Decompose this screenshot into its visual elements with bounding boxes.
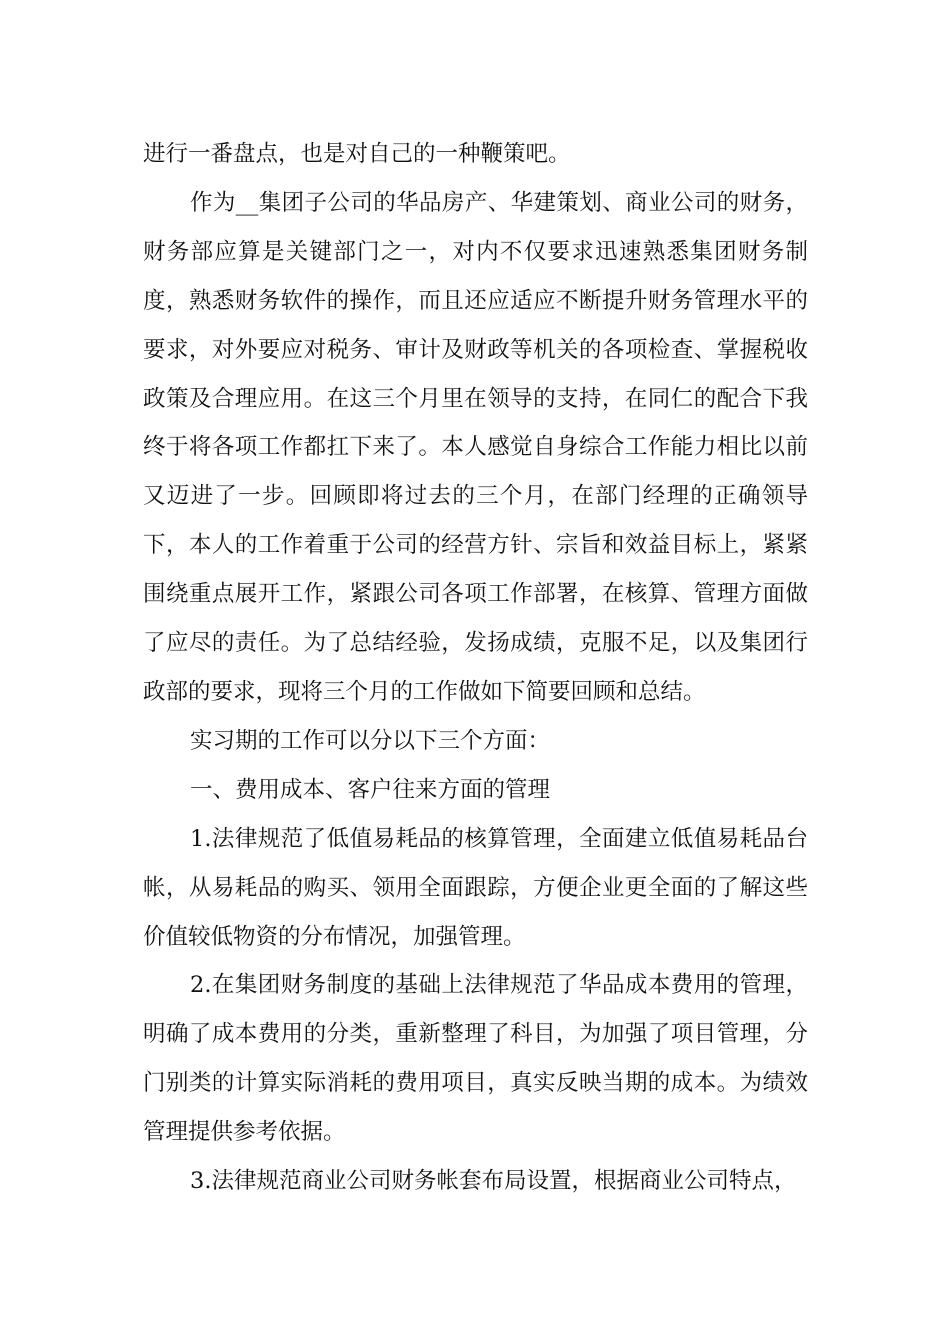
document-body <box>143 130 808 1206</box>
list-item-1: 1.法律规范了低值易耗品的核算管理，全面建立低值易耗品台帐，从易耗品的购买、领用全面跟踪，方便企业更全面的了解这些价值较低物资的分布情况，加强管理。 <box>143 825 808 950</box>
list-item-2: 2.在集团财务制度的基础上法律规范了华品成本费用的管理，明确了成本费用的分类，重新整理了科目，为加强了项目管理，分门别类的计算实际消耗的费用项目，真实反映当期的成本。为绩效管理提供参考依据。 <box>143 972 808 1146</box>
section-heading-cost-management: 一、费用成本、客户往来方面的管理 <box>190 776 551 803</box>
paragraph-role-overview: 作为__集团子公司的华品房产、华建策划、商业公司的财务，财务部应算是关键部门之一，对内不仅要求迅速熟悉集团财务制度，熟悉财务软件的操作，而且还应适应不断提升财务管理水平的要求，对外要应对税务、审计及财政等机关的各项检查、掌握税收政策及合理应用。在这三个月里在领导的支持，在同仁的配合下我终于将各项工作都扛下来了。本人感觉自身综合工作能力相比以前又迈进了一步。回顾即将过去的三个月，在部门经理的正确领导下，本人的工作着重于公司的经营方针、宗旨和效益目标上，紧紧围绕重点展开工作，紧跟公司各项工作部署，在核算、管理方面做了应尽的责任。为了总结经验，发扬成绩，克服不足，以及集团行政部的要求，现将三个月的工作做如下简要回顾和总结。 <box>143 189 808 705</box>
list-item-3: 3.法律规范商业公司财务帐套布局设置，根据商业公司特点， <box>190 1168 797 1195</box>
paragraph-work-aspects-intro: 实习期的工作可以分以下三个方面： <box>190 727 551 754</box>
paragraph-continuation: 进行一番盘点，也是对自己的一种鞭策吧。 <box>143 141 571 167</box>
